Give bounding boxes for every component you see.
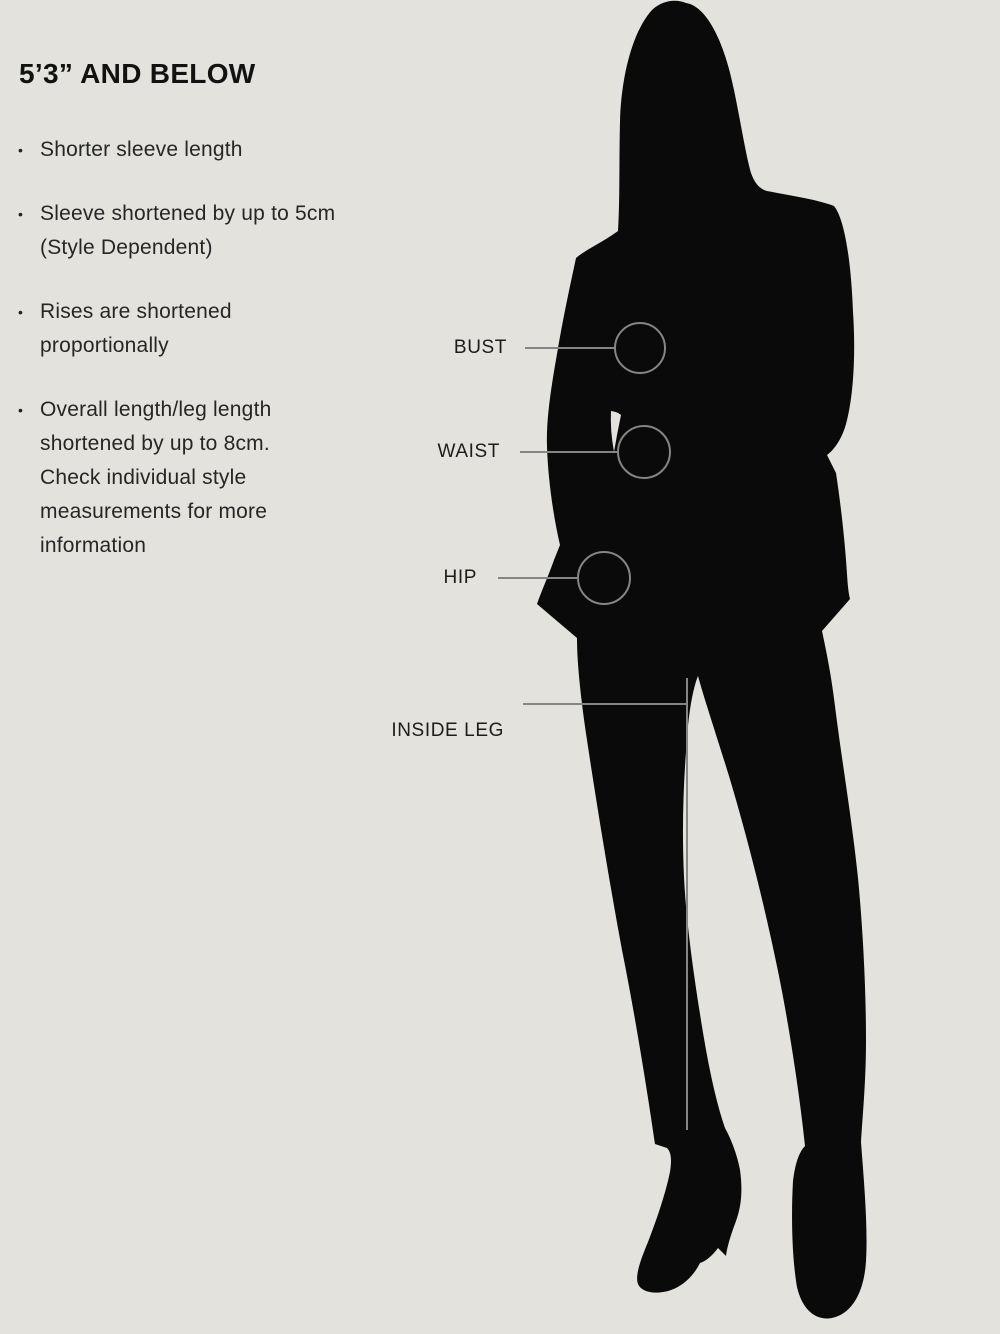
list-item-text: Overall length/leg length shortened by up to 8cm. Check individual style measurements for more information xyxy=(40,398,272,557)
hip-label: HIP xyxy=(443,567,477,588)
bullet-marker: • xyxy=(18,206,23,222)
list-item-text: Rises are shortened proportionally xyxy=(40,300,232,357)
bullet-marker: • xyxy=(18,304,23,320)
list-item xyxy=(18,133,408,167)
waist-label: WAIST xyxy=(437,441,500,462)
bullet-marker: • xyxy=(18,402,23,418)
list-item xyxy=(18,197,408,265)
bust-label: BUST xyxy=(453,337,507,358)
list-item-text: Sleeve shortened by up to 5cm (Style Dependent) xyxy=(40,202,336,259)
fit-notes-list xyxy=(18,133,408,593)
page-title: 5’3” AND BELOW xyxy=(19,58,256,89)
list-item xyxy=(18,393,408,563)
bullet-marker: • xyxy=(18,142,23,158)
list-item-text: Shorter sleeve length xyxy=(40,138,243,161)
female-silhouette xyxy=(537,1,867,1319)
inside-leg-label: INSIDE LEG xyxy=(391,720,504,741)
